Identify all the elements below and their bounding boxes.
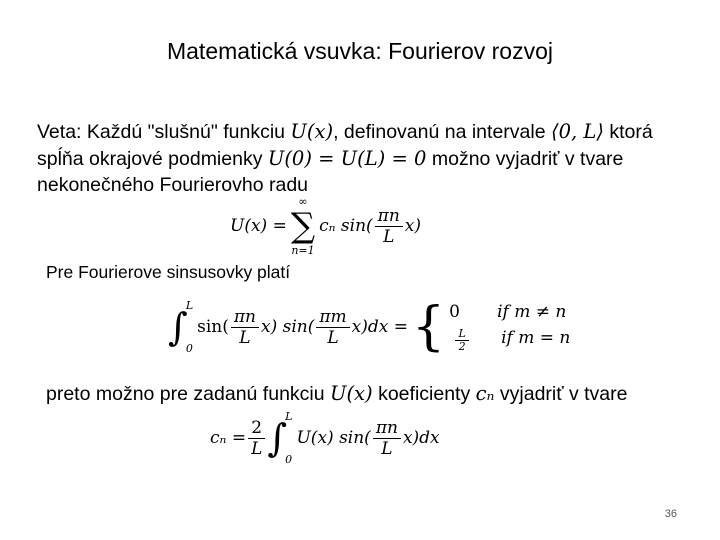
integral-symbol: ∫ <box>168 305 188 349</box>
integrand-end: x)dx <box>402 428 440 448</box>
integral-symbol: ∫ <box>267 416 288 460</box>
fraction-pin-l <box>231 307 259 348</box>
sum-upper-limit: ∞ <box>298 195 308 208</box>
sin-term: sin( <box>197 317 229 337</box>
coefficients-text: koeficienty <box>372 383 476 405</box>
theorem-text: ktorá <box>603 121 653 143</box>
integral-lower-limit: 0 <box>185 342 193 355</box>
theorem-line-2 <box>37 145 623 173</box>
fraction-denominator: L <box>381 438 393 459</box>
case-value-fraction <box>451 328 473 353</box>
fraction-denominator: L <box>239 327 251 348</box>
boundary-condition: U(0) = U(L) = 0 <box>267 147 427 170</box>
function-symbol: U(x) <box>330 382 373 405</box>
cases-brace: { <box>412 297 446 357</box>
page-number: 36 <box>664 508 677 520</box>
theorem-line-1 <box>37 118 653 146</box>
theorem-text: , definovanú na intervale <box>333 121 551 143</box>
theorem-text: spĺňa okrajové podmienky <box>37 148 268 170</box>
fraction-denominator: 2 <box>458 339 466 353</box>
fraction-numerator: πn <box>373 418 401 439</box>
coefficients-text: vyjadriť v tvare <box>494 383 628 405</box>
case-row <box>449 328 570 353</box>
integral-limits <box>285 410 292 466</box>
case-value: 0 <box>449 301 460 322</box>
integral-upper-limit: L <box>285 410 293 423</box>
coefficients-line <box>46 380 627 408</box>
sum-symbol: ∑ <box>290 206 316 246</box>
orthogonality-intro: Pre Fourierove sinsusovky platí <box>46 262 291 282</box>
sin-term: x) sin( <box>261 317 315 337</box>
theorem-text: možno vyjadriť v tvare <box>426 148 624 170</box>
integral-limits <box>186 299 193 355</box>
case-condition: if m ≠ n <box>497 301 567 322</box>
function-symbol: U(x) <box>290 120 334 143</box>
integral-upper-limit: L <box>185 299 194 312</box>
coefficients-text: preto možno pre zadanú funkciu <box>46 383 331 405</box>
fraction-denominator: L <box>383 226 395 247</box>
fraction-denominator: L <box>327 327 339 348</box>
integrand: U(x) sin( <box>296 428 371 448</box>
fraction-numerator: πn <box>375 206 403 227</box>
theorem-text: Veta: Každú "slušnú" funkciu <box>37 121 291 143</box>
fraction-pin-l <box>373 418 401 459</box>
coefficient-symbol: cₙ <box>475 382 495 405</box>
slide-title: Matematická vsuvka: Fourierov rozvoj <box>166 38 553 64</box>
case-row <box>449 302 570 322</box>
interval-symbol: ⟨0, L⟩ <box>550 120 604 143</box>
series-term-end: x) <box>404 216 422 236</box>
fourier-series-formula <box>230 196 421 256</box>
fraction-numerator: 2 <box>248 418 265 439</box>
fraction-numerator: L <box>455 328 468 341</box>
fraction-numerator: πn <box>231 307 259 328</box>
fraction-2-l <box>248 418 265 459</box>
sum-lower-limit: n=1 <box>291 244 315 257</box>
fraction-numerator: πm <box>316 307 349 328</box>
fraction-pim-l <box>316 307 349 348</box>
fraction-denominator: L <box>251 438 263 459</box>
series-term: cₙ sin( <box>319 216 373 236</box>
sum-operator <box>291 195 315 257</box>
coefficient-formula <box>210 408 440 468</box>
integral-end: x)dx = <box>351 317 409 337</box>
case-condition: if m = n <box>501 327 571 348</box>
theorem-line-3: nekonečného Fourierovho radu <box>37 174 309 196</box>
orthogonality-formula <box>168 296 570 358</box>
integral-lower-limit: 0 <box>285 453 293 466</box>
series-lhs: U(x) = <box>230 216 287 236</box>
coefficient-lhs: cₙ = <box>210 428 247 448</box>
cases-block <box>449 302 570 353</box>
series-fraction <box>375 206 403 247</box>
